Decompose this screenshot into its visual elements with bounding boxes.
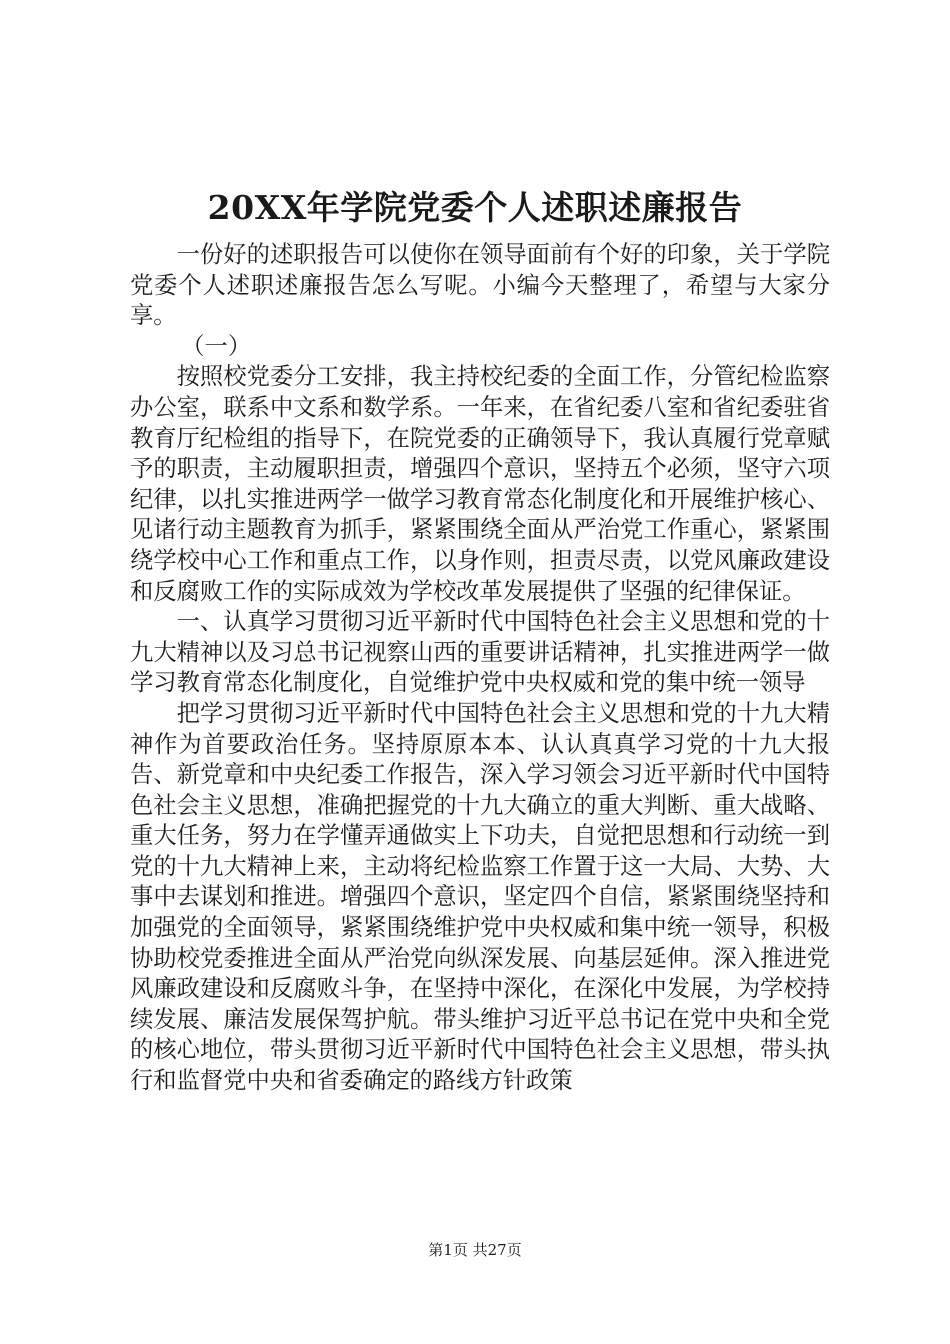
document-body (130, 240, 830, 1097)
document-title: 20XX年学院党委个人述职述廉报告 (207, 188, 743, 227)
page-footer: 第1页 共27页 (428, 1241, 522, 1259)
body-paragraph: 按照校党委分工安排，我主持校纪委的全面工作，分管纪检监察办公室，联系中文系和数学系。一年来，在省纪委八室和省纪委驻省教育厅纪检组的指导下，在院党委的正确领导下，我认真履行党章赋予的职责，主动履职担责，增强四个意识，坚持五个必须，坚守六项纪律，以扎实推进两学一做学习教育常态化制度化和开展维护核心、见诸行动主题教育为抓手，紧紧围绕全面从严治党工作重心，紧紧围绕学校中心工作和重点工作，以身作则，担责尽责，以党风廉政建设和反腐败工作的实际成效为学校改革发展提供了坚强的纪律保证。 (130, 363, 830, 605)
intro-paragraph: 一份好的述职报告可以使你在领导面前有个好的印象，关于学院党委个人述职述廉报告怎么写呢。小编今天整理了，希望与大家分享。 (130, 241, 830, 330)
section-heading: 一、认真学习贯彻习近平新时代中国特色社会主义思想和党的十九大精神以及习总书记视察山西的重要讲话精神，扎实推进两学一做学习教育常态化制度化，自觉维护党中央权威和党的集中统一领导 (130, 608, 830, 697)
body-paragraph: 把学习贯彻习近平新时代中国特色社会主义思想和党的十九大精神作为首要政治任务。坚持原原本本、认认真真学习党的十九大报告、新党章和中央纪委工作报告，深入学习领会习近平新时代中国特色社会主义思想，准确把握党的十九大确立的重大判断、重大战略、重大任务，努力在学懂弄通做实上下功夫，自觉把思想和行动统一到党的十九大精神上来，主动将纪检监察工作置于这一大局、大势、大事中去谋划和推进。增强四个意识，坚定四个自信，紧紧围绕坚持和加强党的全面领导，紧紧围绕维护党中央权威和集中统一领导，积极协助校党委推进全面从严治党向纵深发展、向基层延伸。深入推进党风廉政建设和反腐败斗争，在坚持中深化，在深化中发展，为学校持续发展、廉洁发展保驾护航。带头维护习近平总书记在党中央和全党的核心地位，带头贯彻习近平新时代中国特色社会主义思想，带头执行和监督党中央和省委确定的路线方针政策 (130, 699, 830, 1095)
section-marker: （一） (181, 332, 252, 360)
